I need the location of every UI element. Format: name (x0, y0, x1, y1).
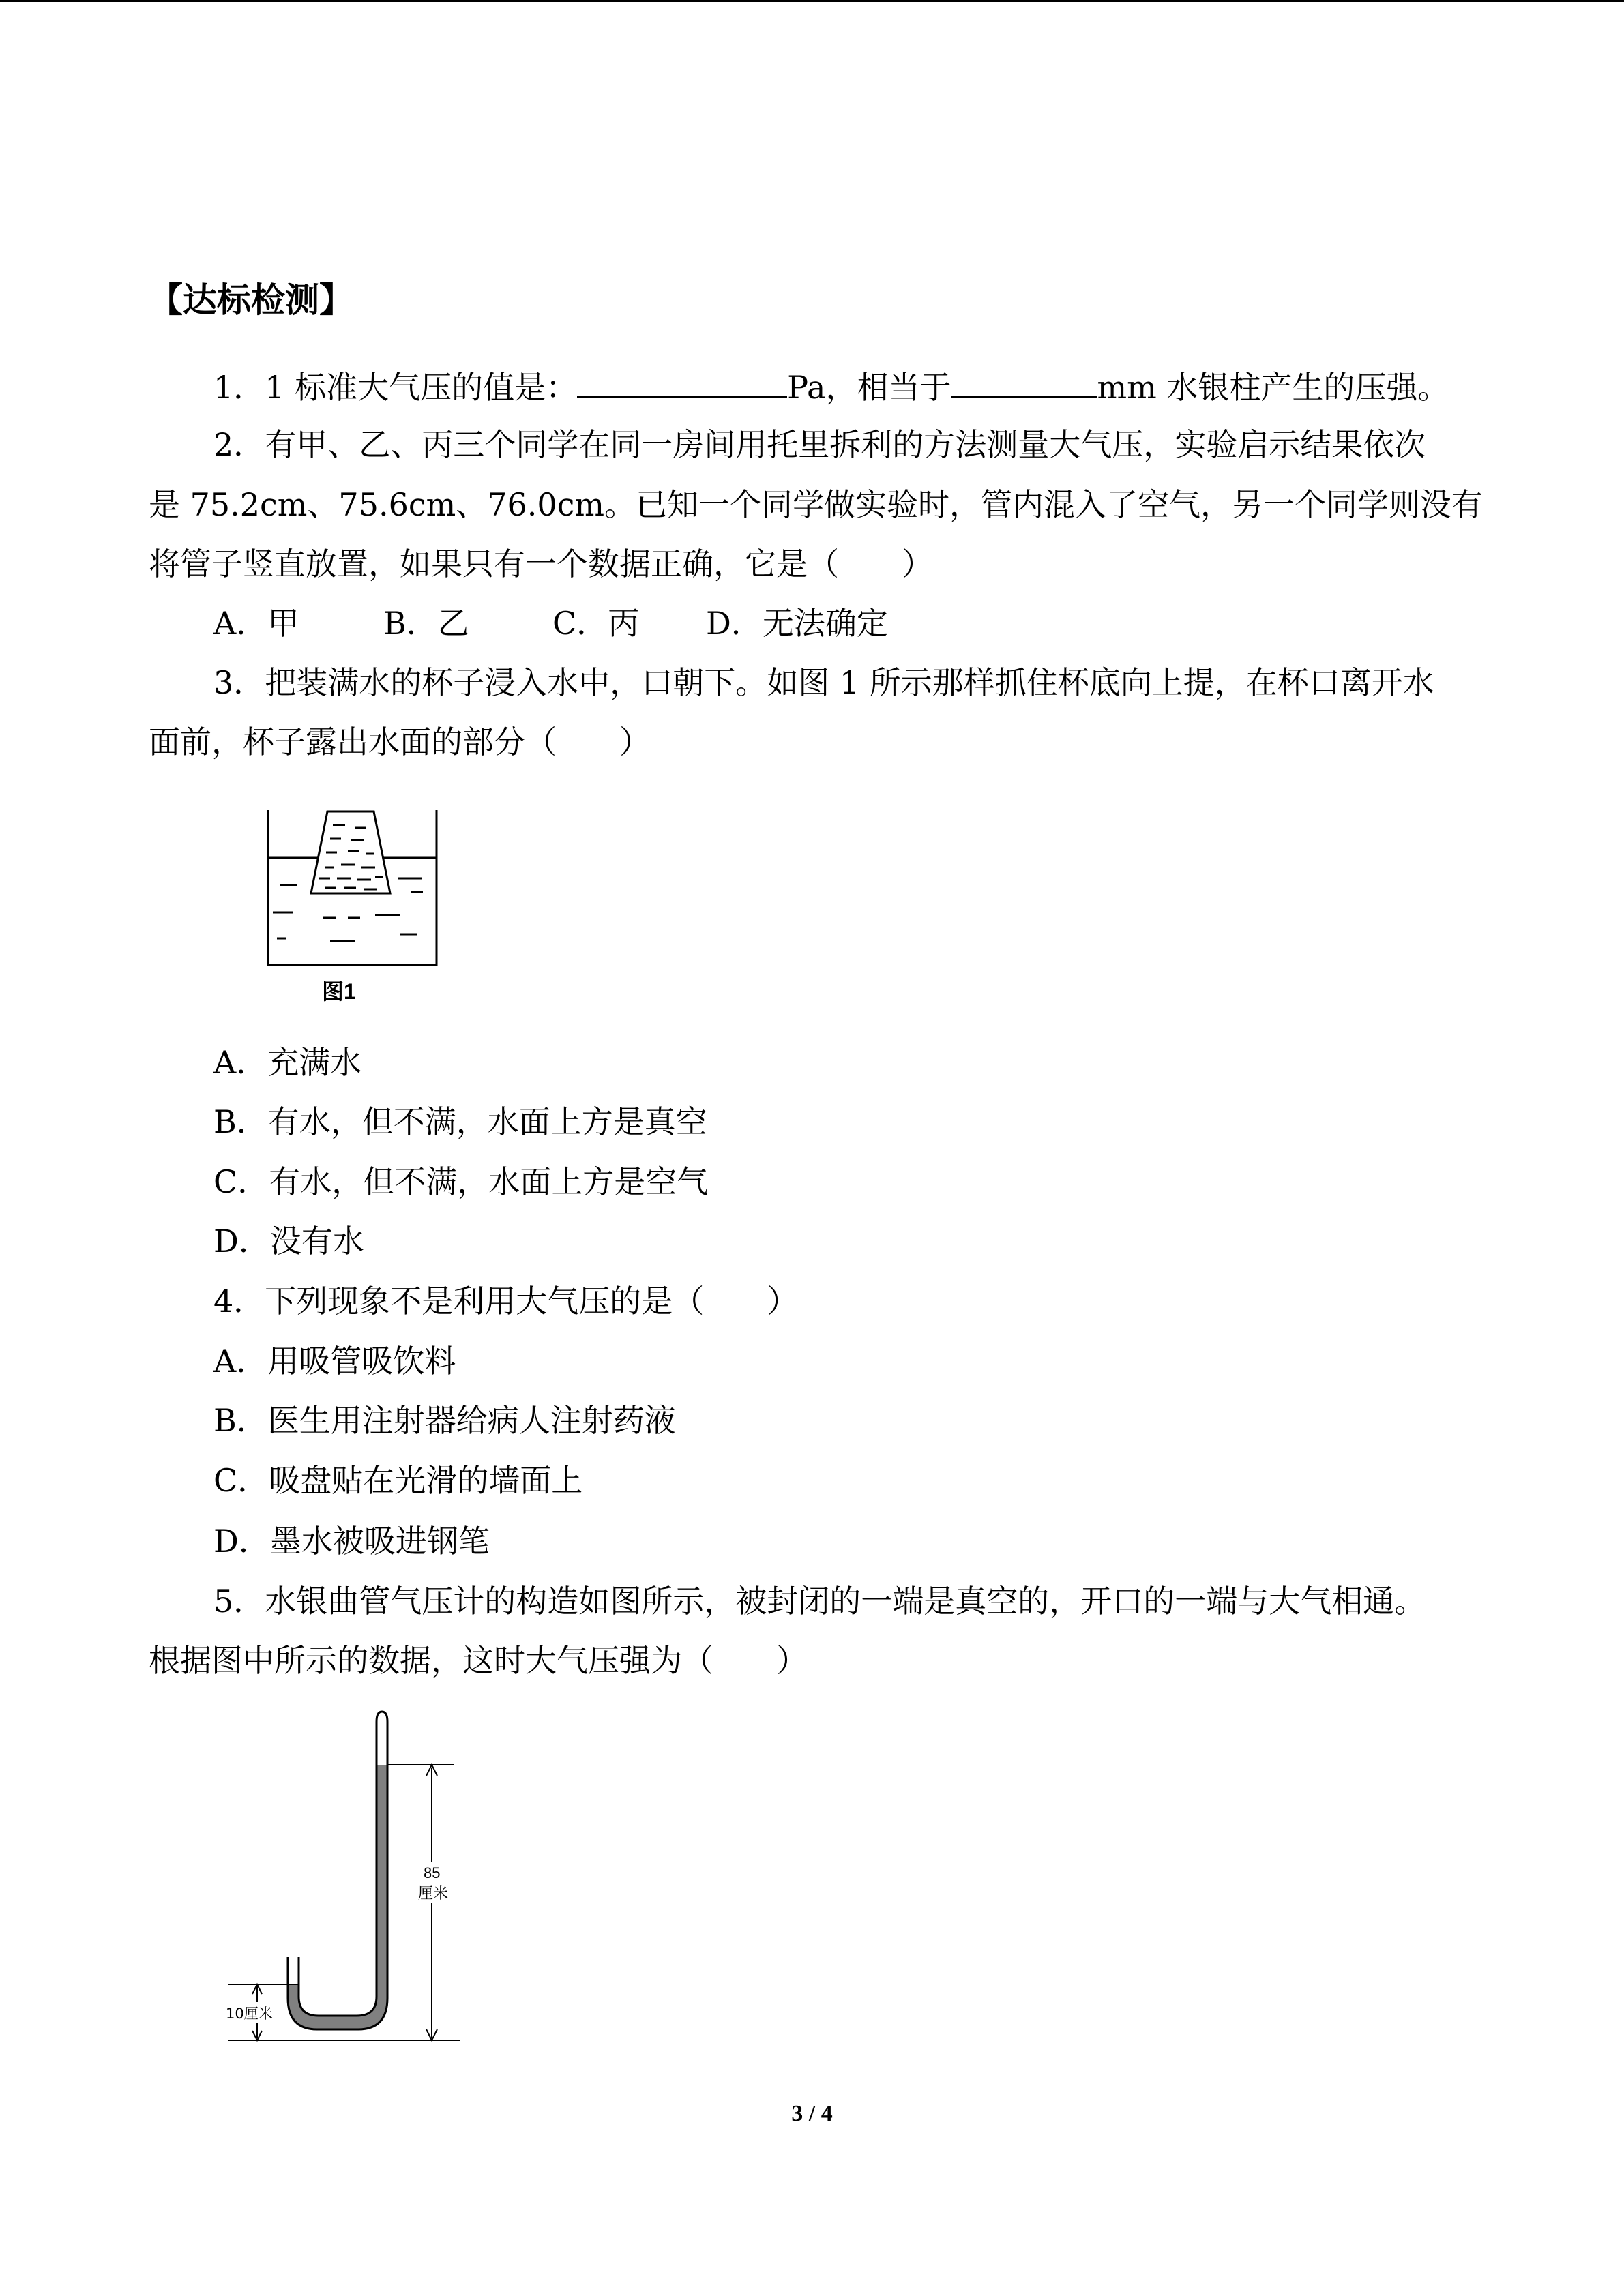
question-1 (213, 365, 1449, 408)
q3-option-c: C．有水，但不满，水面上方是空气 (213, 1163, 709, 1200)
question-5-line-2: 根据图中所示的数据，这时大气压强为（ ） (149, 1642, 808, 1679)
top-border (0, 0, 1624, 2)
figure-barometer-u-tube (222, 1705, 481, 2053)
tube-inner-wall (299, 1722, 377, 2016)
figure-1-cup-in-water (259, 805, 450, 1009)
q2-option-c: C．丙 (552, 605, 640, 642)
q1-prefix: 1．1 标准大气压的值是： (213, 369, 578, 406)
label-85-unit: 厘米 (418, 1885, 449, 1903)
q1-blank-pa[interactable] (577, 365, 787, 398)
q3-option-d: D．没有水 (213, 1223, 364, 1259)
label-85-number: 85 (424, 1864, 441, 1881)
q2-option-b: B．乙 (383, 605, 469, 642)
question-3-line-2: 面前，杯子露出水面的部分（ ） (149, 724, 651, 760)
q1-unit-pa: Pa，相当于 (787, 369, 951, 406)
q1-unit-mm: mm 水银柱产生的压强。 (1097, 369, 1449, 406)
q4-option-b: B．医生用注射器给病人注射药液 (213, 1402, 676, 1439)
q3-option-a: A．充满水 (213, 1044, 362, 1081)
question-3-line-1: 3．把装满水的杯子浸入水中，口朝下。如图 1 所示那样抓住杯底向上提，在杯口离开水 (213, 664, 1434, 701)
page-number: 3 / 4 (791, 2101, 833, 2126)
q4-option-c: C．吸盘贴在光滑的墙面上 (213, 1462, 583, 1499)
q4-option-d: D．墨水被吸进钢笔 (213, 1523, 490, 1560)
cup-outline (311, 811, 390, 893)
section-title: 【达标检测】 (149, 280, 353, 320)
q4-option-a: A．用吸管吸饮料 (213, 1343, 456, 1380)
q3-option-b: B．有水，但不满，水面上方是真空 (213, 1103, 707, 1140)
question-5-line-1: 5．水银曲管气压计的构造如图所示，被封闭的一端是真空的，开口的一端与大气相通。 (213, 1583, 1426, 1620)
q2-option-d: D．无法确定 (706, 605, 888, 642)
q1-blank-mm[interactable] (951, 365, 1097, 398)
tube-outer-wall (288, 1712, 387, 2029)
question-4-stem: 4．下列现象不是利用大气压的是（ ） (213, 1283, 799, 1320)
question-2-line-3: 将管子竖直放置，如果只有一个数据正确，它是（ ） (149, 546, 933, 582)
figure-1-label: 图1 (322, 979, 356, 1004)
q2-option-a: A．甲 (213, 605, 299, 642)
question-2-line-1: 2．有甲、乙、丙三个同学在同一房间用托里拆利的方法测量大气压，实验启示结果依次 (213, 426, 1426, 463)
question-2-line-2: 是 75.2cm、75.6cm、76.0cm。已知一个同学做实验时，管内混入了空气，另一个同学则没有 (149, 486, 1483, 523)
mercury-column (288, 1765, 387, 2029)
label-10-cm: 10厘米 (226, 2006, 273, 2022)
